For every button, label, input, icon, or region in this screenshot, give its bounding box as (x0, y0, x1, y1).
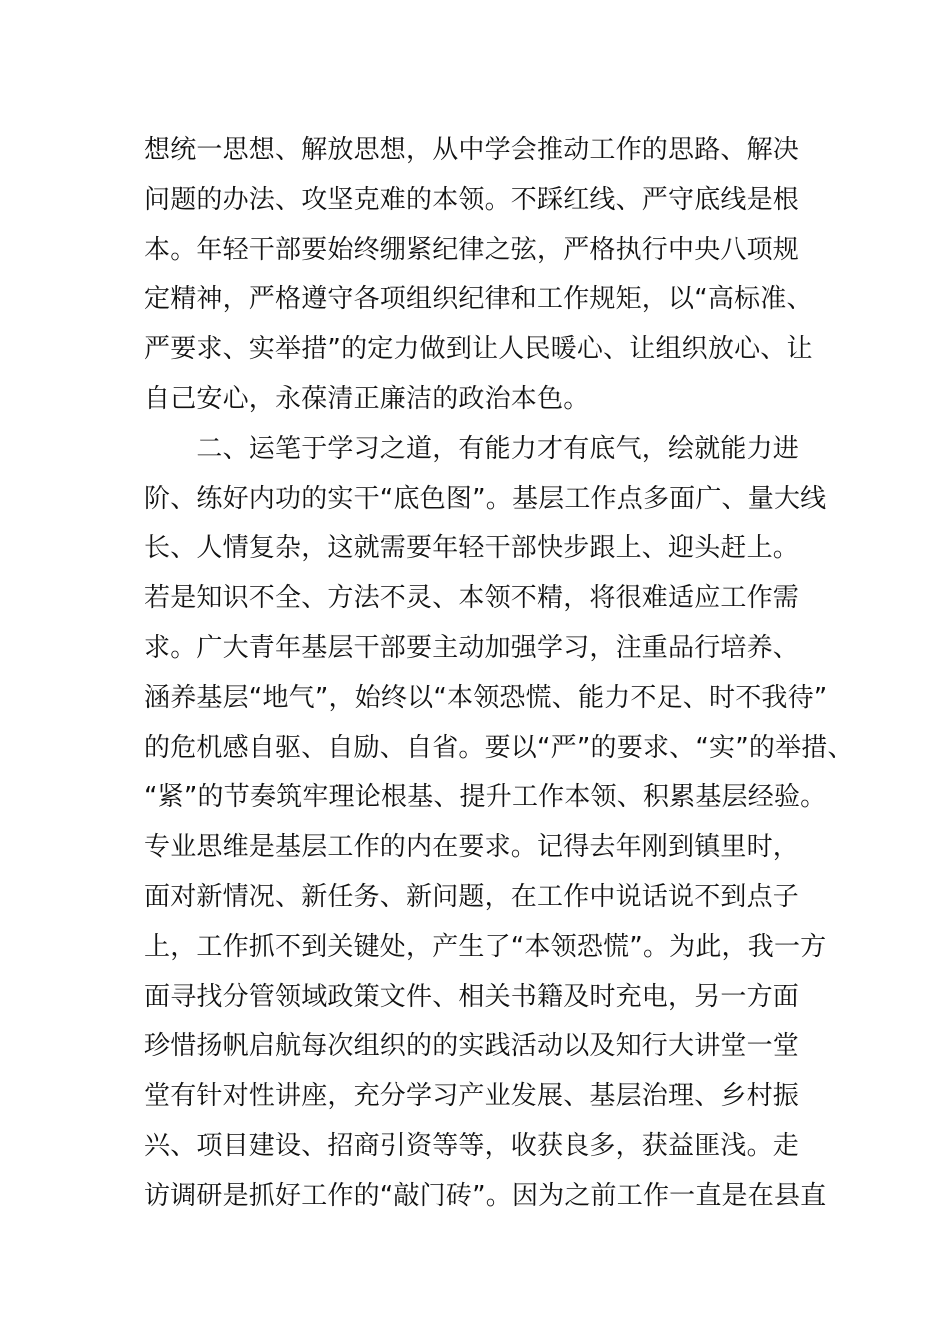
text-line-3: 本。年轻干部要始终绷紧纪律之弦，严格执行中央八项规 (144, 234, 800, 265)
text-line-11: 求。广大青年基层干部要主动加强学习，注重品行培养、 (144, 632, 800, 663)
text-line-22: 访调研是抓好工作的“敲门砖”。因为之前工作一直是在县直 (144, 1180, 827, 1211)
text-line-4: 定精神，严格遵守各项组织纪律和工作规矩，以“高标准、 (144, 284, 813, 315)
text-line-21: 兴、项目建设、招商引资等等，收获良多，获益匪浅。走 (144, 1130, 800, 1161)
text-line-14: “紧”的节奏筑牢理论根基、提升工作本领、积累基层经验。 (144, 782, 827, 813)
text-line-18: 面寻找分管领域政策文件、相关书籍及时充电，另一方面 (144, 981, 800, 1012)
text-line-13: 的危机感自驱、自励、自省。要以“严”的要求、“实”的举措、 (144, 732, 854, 763)
text-line-19: 珍惜扬帆启航每次组织的的实践活动以及知行大讲堂一堂 (144, 1031, 800, 1062)
text-line-8: 阶、练好内功的实干“底色图”。基层工作点多面广、量大线 (144, 483, 827, 514)
text-line-20: 堂有针对性讲座，充分学习产业发展、基层治理、乡村振 (144, 1081, 800, 1112)
text-line-1: 想统一思想、解放思想，从中学会推动工作的思路、解决 (144, 135, 800, 165)
text-line-17: 上，工作抓不到关键处，产生了“本领恐慌”。为此，我一方 (144, 931, 827, 962)
text-line-2: 问题的办法、攻坚克难的本领。不踩红线、严守底线是根 (144, 184, 800, 215)
body-text (144, 126, 854, 1222)
text-line-15: 专业思维是基层工作的内在要求。记得去年刚到镇里时， (144, 832, 800, 863)
text-line-6: 自己安心，永葆清正廉洁的政治本色。 (144, 383, 590, 414)
text-line-7: 二、运笔于学习之道，有能力才有底气，绘就能力进 (144, 433, 800, 464)
text-line-10: 若是知识不全、方法不灵、本领不精，将很难适应工作需 (144, 583, 800, 614)
text-line-9: 长、人情复杂，这就需要年轻干部快步跟上、迎头赶上。 (144, 533, 800, 564)
text-line-12: 涵养基层“地气”，始终以“本领恐慌、能力不足、时不我待” (144, 682, 828, 713)
text-line-5: 严要求、实举措”的定力做到让人民暖心、让组织放心、让 (144, 334, 813, 365)
text-line-16: 面对新情况、新任务、新问题，在工作中说话说不到点子 (144, 881, 800, 912)
